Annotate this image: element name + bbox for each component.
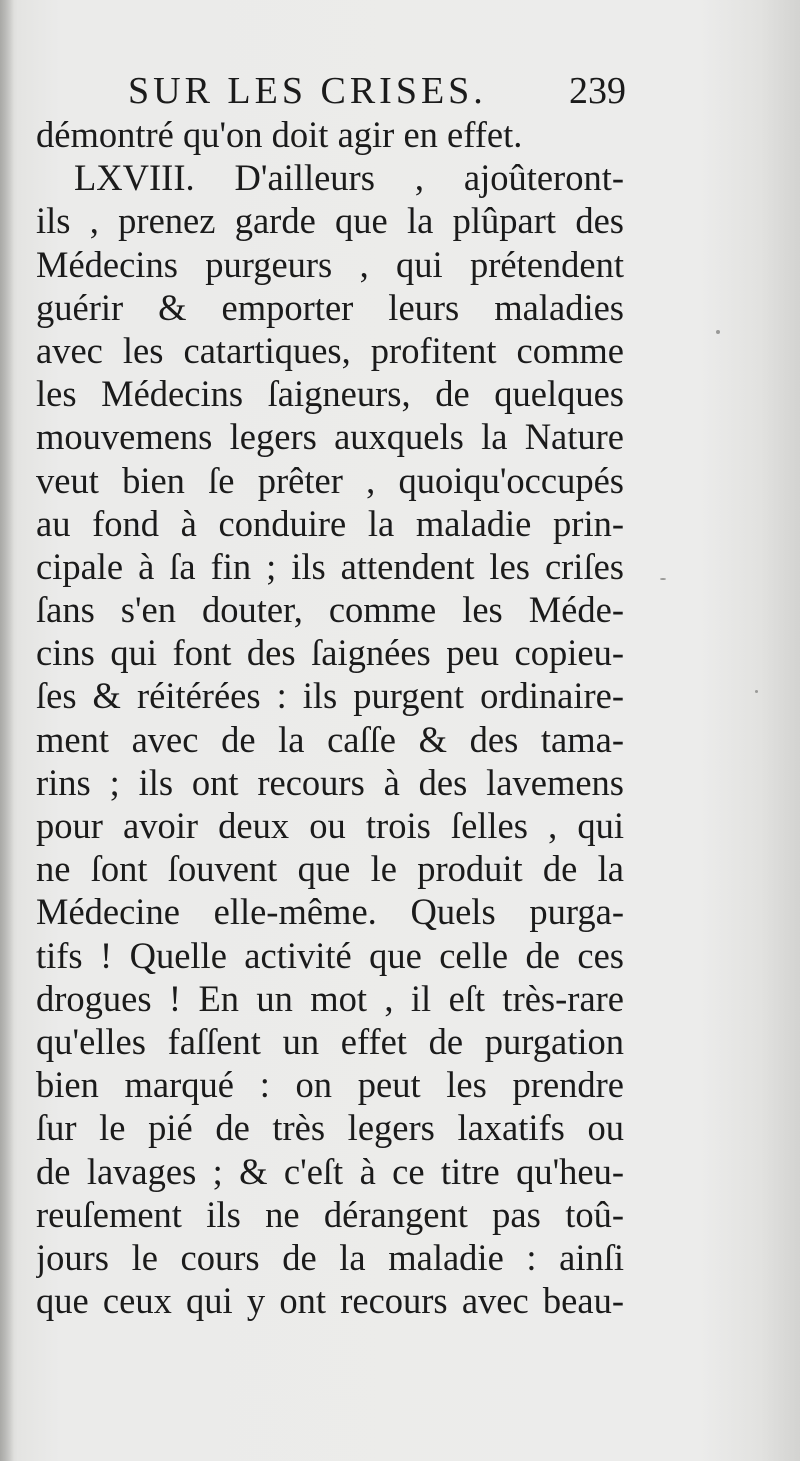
running-title: SUR LES CRISES. (128, 70, 487, 112)
text-line: mouvemens legers auxquels la Nature (36, 416, 624, 458)
text-line: guérir & emporter leurs maladies (36, 286, 624, 328)
text-line: ſur le pié de très legers laxatifs ou (36, 1107, 624, 1149)
text-line: ſans s'en douter, comme les Méde- (36, 589, 624, 631)
text-line: ils , prenez garde que la plûpart des (36, 200, 624, 242)
text-line: qu'elles faſſent un effet de purgation (36, 1020, 624, 1062)
text-line: Médecine elle-même. Quels purga- (36, 891, 624, 933)
gutter-shadow (0, 0, 14, 1461)
paper-speck (716, 330, 720, 334)
running-head (128, 66, 626, 116)
text-line: LXVIII. D'ailleurs , ajoûteront- (74, 157, 624, 199)
text-line: démontré qu'on doit agir en effet. (36, 114, 523, 155)
text-line: de lavages ; & c'eſt à ce titre qu'heu- (36, 1150, 624, 1192)
text-line: ment avec de la caſſe & des tama- (36, 718, 624, 760)
text-line: cipale à ſa fin ; ils attendent les criſes (36, 545, 624, 587)
text-line: ſes & réitérées : ils purgent ordinaire- (36, 675, 624, 717)
text-line: au fond à conduire la maladie prin- (36, 502, 624, 544)
text-line: drogues ! En un mot , il eſt très-rare (36, 977, 624, 1019)
text-line: rins ; ils ont recours à des lavemens (36, 761, 624, 803)
paper-speck (660, 578, 666, 580)
text-line: cins qui font des ſaignées peu copieu- (36, 632, 624, 674)
text-line: jours le cours de la maladie : ainſi (36, 1236, 624, 1278)
text-line: Médecins purgeurs , qui prétendent (36, 243, 624, 285)
text-line: que ceux qui y ont recours avec beau- (36, 1280, 624, 1322)
text-line: les Médecins ſaigneurs, de quelques (36, 373, 624, 415)
text-line: ne ſont ſouvent que le produit de la (36, 848, 624, 890)
text-line: avec les catartiques, profitent comme (36, 329, 624, 371)
page-number: 239 (569, 70, 626, 112)
paper-speck (755, 690, 758, 693)
text-line: reuſement ils ne dérangent pas toû- (36, 1193, 624, 1235)
text-line: veut bien ſe prêter , quoiqu'occupés (36, 459, 624, 501)
body-text (36, 113, 624, 1322)
text-line: pour avoir deux ou trois ſelles , qui (36, 805, 624, 846)
text-line: bien marqué : on peut les prendre (36, 1064, 624, 1106)
text-line: tifs ! Quelle activité que celle de ces (36, 934, 624, 976)
